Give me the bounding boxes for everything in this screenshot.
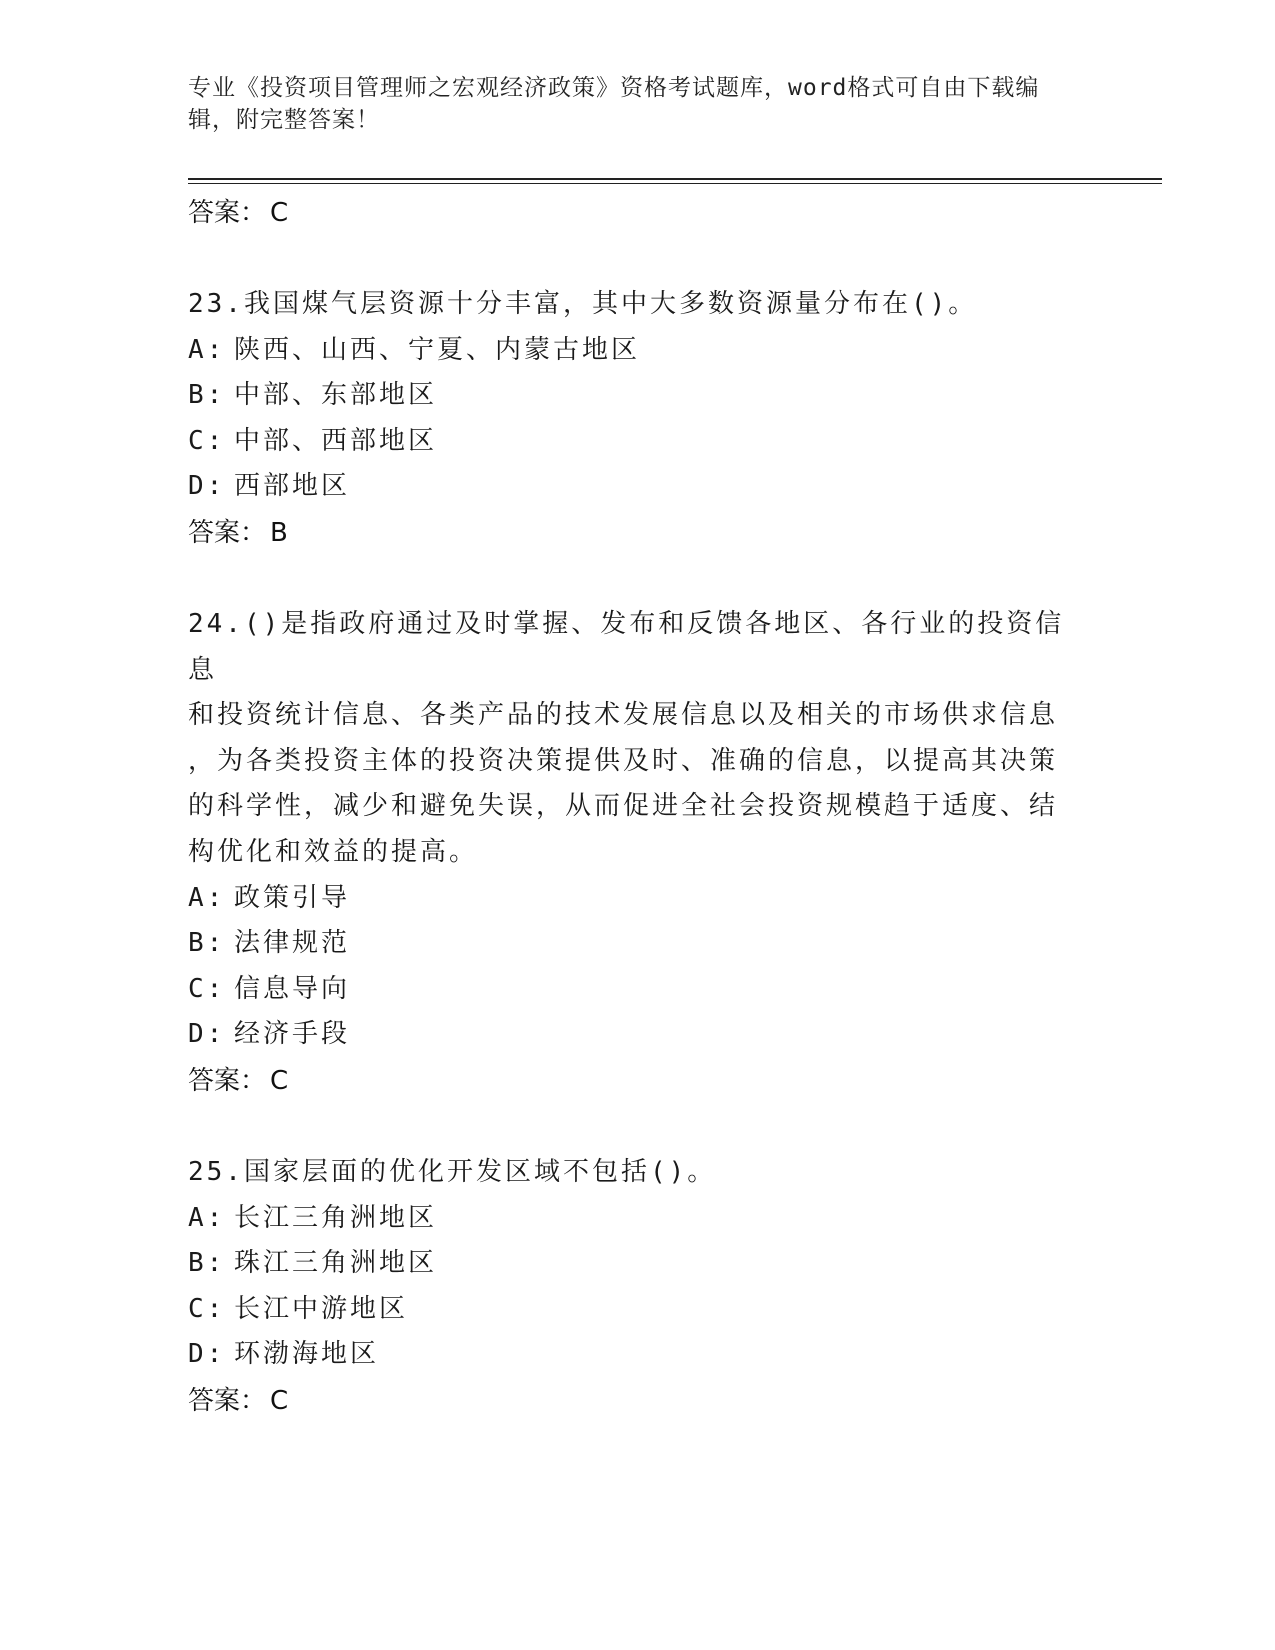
option-d <box>188 1332 1088 1378</box>
option-key: B: <box>188 928 226 959</box>
answer-line <box>188 510 1088 556</box>
option-key: A: <box>188 1202 226 1233</box>
option-d <box>188 464 1088 510</box>
option-a <box>188 328 1088 374</box>
question-stem: 25.国家层面的优化开发区域不包括()。 <box>188 1156 717 1187</box>
option-text: 中部、东部地区 <box>234 380 438 411</box>
answer-value: B <box>270 517 288 548</box>
option-key: C: <box>188 973 226 1004</box>
answer-value: C <box>270 1065 289 1096</box>
option-d <box>188 1012 1088 1058</box>
option-key: B: <box>188 380 226 411</box>
option-a <box>188 876 1088 922</box>
option-key: B: <box>188 1248 226 1279</box>
question-23 <box>188 282 1088 556</box>
option-text: 陕西、山西、宁夏、内蒙古地区 <box>234 334 641 365</box>
option-key: C: <box>188 425 226 456</box>
option-text: 长江三角洲地区 <box>234 1202 438 1233</box>
option-key: A: <box>188 334 226 365</box>
answer-label: 答案： <box>188 1385 267 1416</box>
header-rule-thick <box>188 178 1162 180</box>
option-c <box>188 1287 1088 1333</box>
option-text: 长江中游地区 <box>234 1293 409 1324</box>
answer-line <box>188 1378 1088 1424</box>
option-text: 珠江三角洲地区 <box>234 1248 438 1279</box>
question-stem-line: 构优化和效益的提高。 <box>188 836 479 867</box>
option-text: 经济手段 <box>234 1019 351 1050</box>
question-stem-line: 24.()是指政府通过及时掌握、发布和反馈各地区、各行业的投资信息 <box>188 608 1065 685</box>
option-a <box>188 1196 1088 1242</box>
option-text: 环渤海地区 <box>234 1339 380 1370</box>
option-key: C: <box>188 1293 226 1324</box>
option-c <box>188 419 1088 465</box>
question-25 <box>188 1150 1088 1424</box>
question-stem-line: 和投资统计信息、各类产品的技术发展信息以及相关的市场供求信息 <box>188 700 1059 731</box>
header-line-2: 辑，附完整答案！ <box>188 107 380 133</box>
answer-line <box>188 190 1088 236</box>
option-b <box>188 921 1088 967</box>
answer-line <box>188 1058 1088 1104</box>
header-rule-thin <box>188 183 1162 184</box>
option-key: D: <box>188 1019 226 1050</box>
answer-label: 答案： <box>188 198 267 228</box>
option-b <box>188 1241 1088 1287</box>
answer-label: 答案： <box>188 1065 267 1096</box>
option-key: D: <box>188 1339 226 1370</box>
answer-label: 答案： <box>188 517 267 548</box>
header-line-1: 专业《投资项目管理师之宏观经济政策》资格考试题库，word格式可自由下载编 <box>188 75 1040 101</box>
question-stem-line: ，为各类投资主体的投资决策提供及时、准确的信息，以提高其决策 <box>188 745 1059 776</box>
answer-value: C <box>270 198 289 228</box>
option-text: 西部地区 <box>234 471 351 502</box>
document-header <box>188 72 1068 136</box>
option-text: 政策引导 <box>234 882 351 913</box>
option-key: A: <box>188 882 226 913</box>
question-stem: 23.我国煤气层资源十分丰富，其中大多数资源量分布在()。 <box>188 289 978 319</box>
question-list <box>188 190 1088 1424</box>
question-24 <box>188 602 1088 1104</box>
option-text: 中部、西部地区 <box>234 425 438 456</box>
option-b <box>188 373 1088 419</box>
option-c <box>188 967 1088 1013</box>
option-key: D: <box>188 471 226 502</box>
question-stem-line: 的科学性，减少和避免失误，从而促进全社会投资规模趋于适度、结 <box>188 791 1059 822</box>
option-text: 信息导向 <box>234 973 351 1004</box>
answer-value: C <box>270 1385 289 1416</box>
option-text: 法律规范 <box>234 928 351 959</box>
